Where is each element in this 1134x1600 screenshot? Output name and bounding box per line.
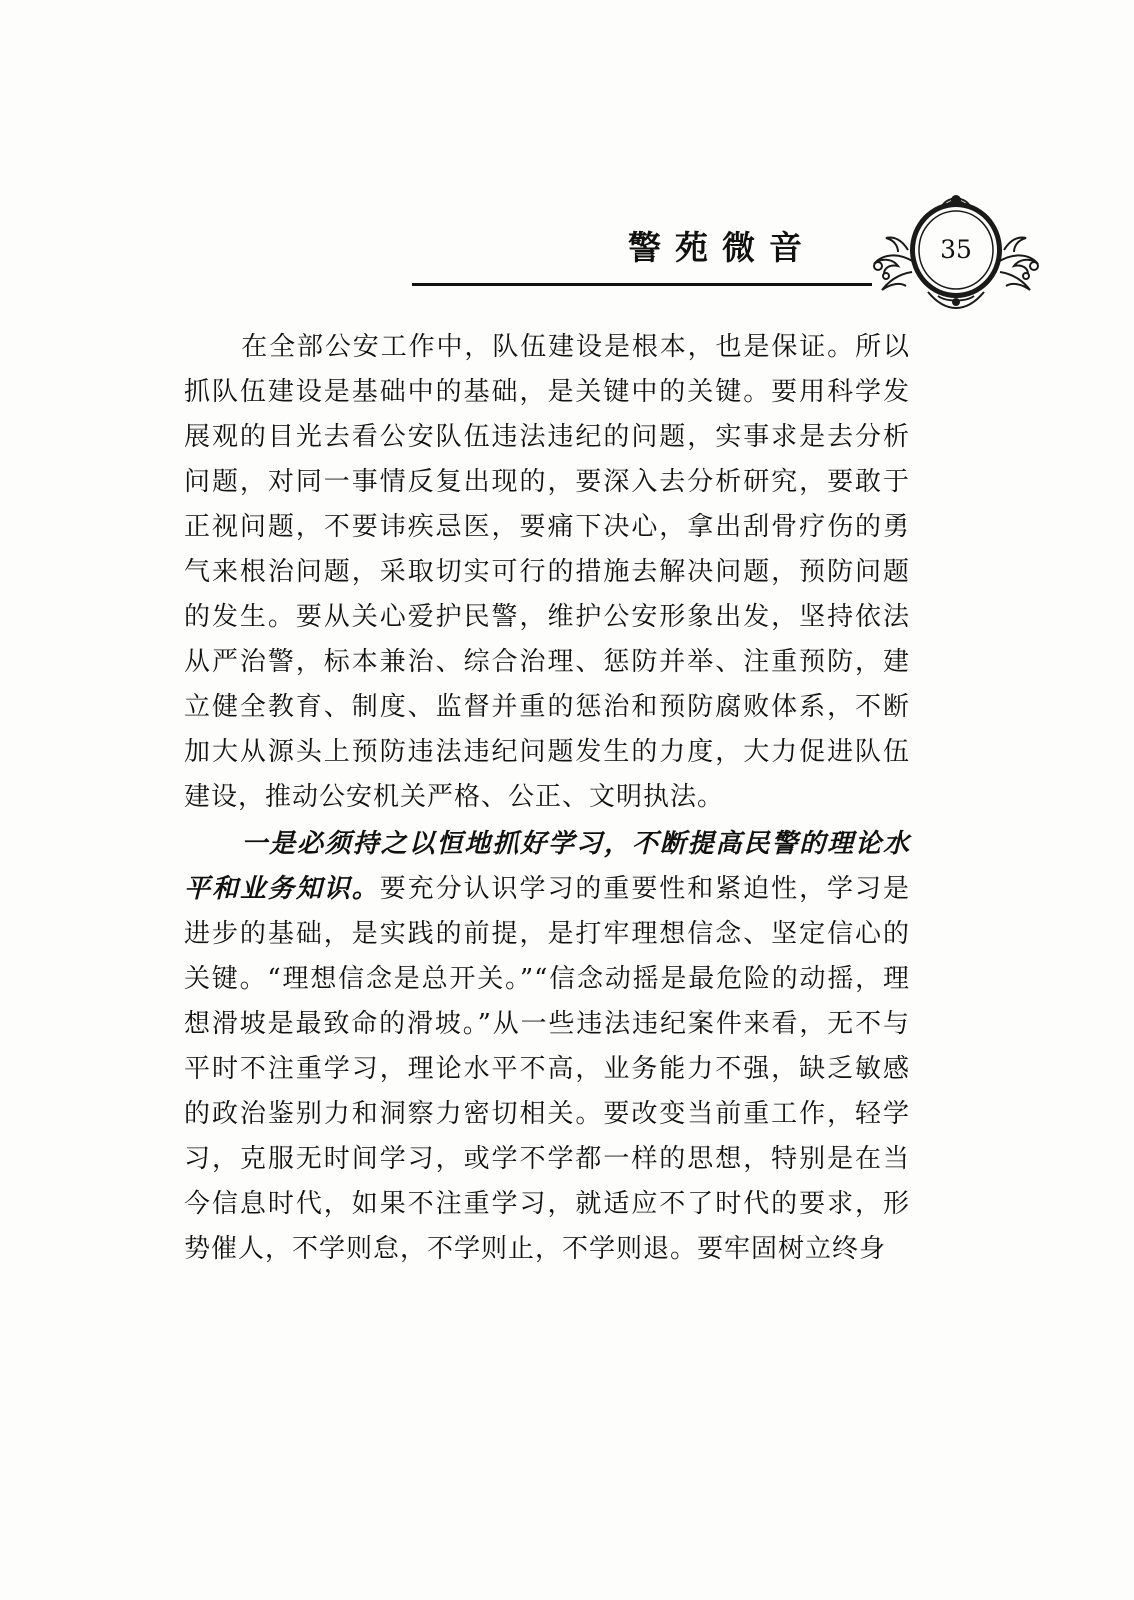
- body-text: [184, 325, 910, 1272]
- running-header-title: 警苑微音: [628, 228, 816, 267]
- header-rule: [412, 283, 872, 286]
- paragraph-1-text: 在全部公安工作中，队伍建设是根本，也是保证。所以抓队伍建设是基础中的基础，是关键中的关键。要用科学发展观的目光去看公安队伍违法违纪的问题，实事求是去分析问题，对同一事情反复出现的，要深入去分析研究，要敢于正视问题，不要讳疾忌医，要痛下决心，拿出刮骨疗伤的勇气来根治问题，采取切实可行的措施去解决问题，预防问题的发生。要从关心爱护民警，维护公安形象出发，坚持依法从严治警，标本兼治、综合治理、惩防并举、注重预防，建立健全教育、制度、监督并重的惩治和预防腐败体系，不断加大从源头上预防违法违纪问题发生的力度，大力促进队伍建设，推动公安机关严格、公正、文明执法。: [184, 332, 910, 812]
- paragraph-2: [184, 822, 910, 1272]
- page-number: 35: [940, 235, 972, 264]
- paragraph-2-lead: 一是必须持之以恒地抓好学习，不断提高民警的理论水平和业务知识。: [184, 829, 910, 904]
- paragraph-1: [184, 325, 910, 820]
- paragraph-2-text: 要充分认识学习的重要性和紧迫性，学习是进步的基础，是实践的前提，是打牢理想信念、坚定信心的关键。“理想信念是总开关。”“信念动摇是最危险的动摇，理想滑坡是最致命的滑坡。”从一些违法违纪案件来看，无不与平时不注重学习，理论水平不高，业务能力不强，缺乏敏感的政治鉴别力和洞察力密切相关。要改变当前重工作，轻学习，克服无时间学习，或学不学都一样的思想，特别是在当今信息时代，如果不注重学习，就适应不了时代的要求，形势催人，不学则怠，不学则止，不学则退。要牢固树立终身: [184, 874, 910, 1264]
